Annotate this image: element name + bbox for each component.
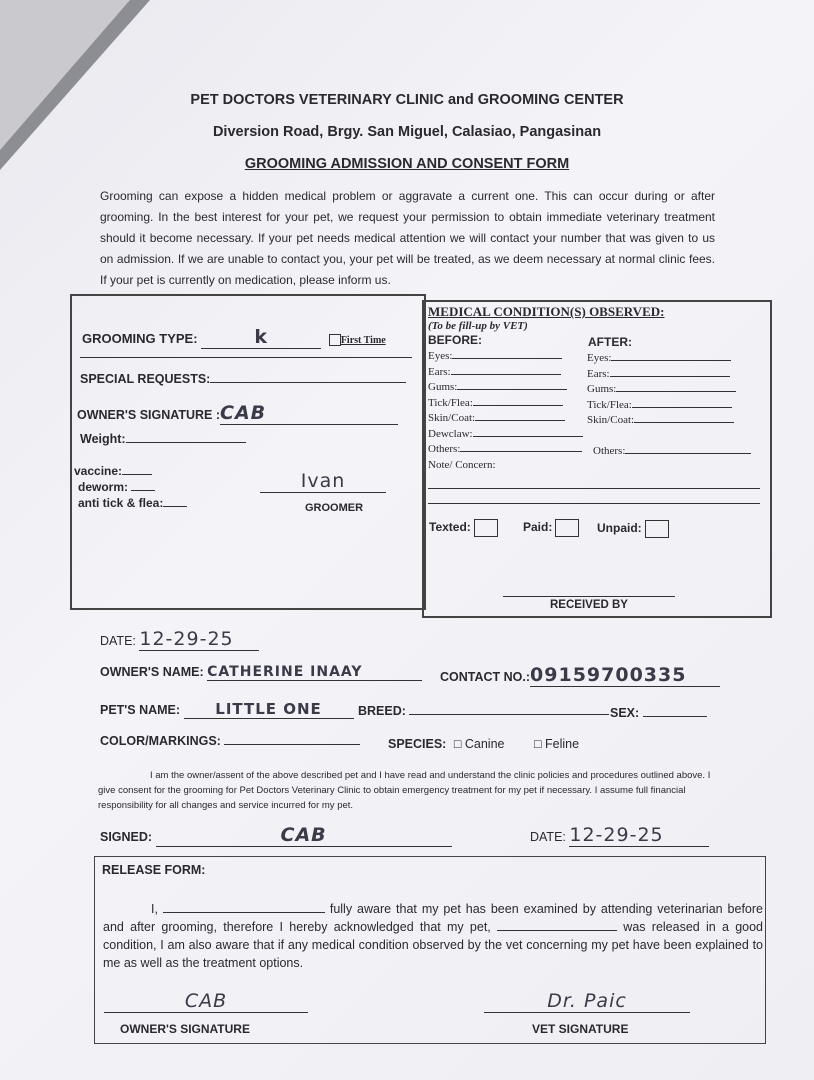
others-before-field[interactable] [428, 443, 582, 455]
others-label: Others: [428, 443, 461, 455]
breed-field[interactable] [358, 704, 609, 718]
deworm-label: deworm: [78, 480, 129, 494]
paid-field[interactable] [523, 519, 579, 537]
after-field[interactable] [587, 383, 736, 395]
anti-tick-field[interactable] [78, 496, 187, 510]
form-title: GROOMING ADMISSION AND CONSENT FORM [244, 156, 570, 172]
grooming-type-value: k [254, 326, 268, 348]
release-owner-signature-line[interactable] [104, 990, 308, 1013]
note-line-1[interactable] [428, 488, 760, 489]
canine-label: Canine [464, 737, 505, 751]
after-field[interactable] [587, 399, 732, 411]
vet-signature-label: VET SIGNATURE [532, 1022, 629, 1036]
species-feline-option[interactable]: □ Feline [533, 737, 580, 751]
medical-title: MEDICAL CONDITION(S) OBSERVED: [428, 304, 665, 319]
release-text-3: was released in a good condition, I am also aware that if any medical condition observed by the vet concerning my pet have been explained to me as well as the treatment options. [103, 920, 764, 970]
before-field-label: Tick/Flea: [428, 396, 473, 409]
owner-signature-value: CAB [220, 402, 267, 424]
after-field-label: Gums: [587, 383, 617, 395]
before-field-label: Eyes: [428, 350, 453, 362]
texted-label: Texted: [429, 520, 471, 535]
contact-field[interactable] [440, 664, 720, 687]
date-label: DATE: [100, 634, 136, 648]
before-field[interactable] [428, 366, 561, 378]
medical-subtitle: (To be fill-up by VET) [428, 320, 528, 332]
texted-field[interactable] [429, 519, 498, 537]
release-owner-signature-value: CAB [184, 990, 228, 1012]
grooming-type-label: GROOMING TYPE: [82, 331, 198, 346]
others-after-field[interactable] [593, 445, 751, 457]
after-field[interactable] [587, 352, 731, 364]
release-owner-signature-label: OWNER'S SIGNATURE [120, 1022, 250, 1036]
received-by-line[interactable] [503, 596, 675, 597]
special-requests-label: SPECIAL REQUESTS: [80, 372, 211, 386]
before-field[interactable] [428, 350, 562, 362]
after-field[interactable] [587, 368, 730, 380]
consent-date-value: 12-29-25 [569, 824, 664, 846]
pet-name-field[interactable] [100, 700, 354, 719]
clinic-address: Diversion Road, Brgy. San Miguel, Calasiao, Pangasinan [212, 124, 602, 140]
release-text-1: I, [151, 902, 163, 916]
sex-field[interactable] [610, 706, 707, 720]
signed-label: SIGNED: [100, 830, 153, 844]
release-paragraph [103, 900, 763, 972]
note-line-2[interactable] [428, 503, 760, 504]
first-time-label: First Time [340, 335, 386, 346]
note-label: Note/ Concern: [428, 459, 496, 471]
dewclaw-field[interactable] [428, 428, 583, 440]
pet-name-value: LITTLE ONE [215, 700, 322, 718]
after-field-label: Skin/Coat: [587, 414, 635, 426]
after-label: AFTER: [588, 335, 632, 349]
release-title: RELEASE FORM: [102, 863, 206, 877]
vet-signature-line[interactable] [484, 990, 690, 1013]
before-field[interactable] [428, 397, 563, 409]
clinic-name: PET DOCTORS VETERINARY CLINIC and GROOMING CENTER [190, 92, 624, 108]
grooming-type-field[interactable] [82, 326, 386, 349]
after-field-label: Eyes: [587, 352, 612, 364]
before-field-label: Skin/Coat: [428, 412, 476, 424]
intro-paragraph: Grooming can expose a hidden medical problem or aggravate a current one. This can occur during or after grooming. In the best interest for your pet, we request your permission to obtain immediate veterinary treatment should it become necessary. If your pet needs medical attention we will contact your number that was given to us on admission. If we are unable to contact you, your pet will be treated, as we deem necessary at normal clinic fees. If your pet is currently on medication, please inform us. [100, 189, 715, 287]
before-label: BEFORE: [428, 333, 482, 347]
species-canine-option[interactable]: □ Canine [453, 737, 505, 751]
texted-checkbox[interactable] [474, 519, 498, 537]
before-field-label: Gums: [428, 381, 458, 393]
release-owner-name-blank[interactable] [163, 912, 325, 913]
vaccine-label: vaccine: [74, 464, 123, 478]
owner-name-field[interactable] [100, 664, 422, 681]
consent-date-label: DATE: [530, 830, 566, 844]
unpaid-label: Unpaid: [597, 521, 642, 536]
vaccine-field[interactable] [74, 464, 152, 478]
consent-date-field[interactable] [530, 824, 709, 847]
signed-field[interactable] [100, 824, 452, 847]
owner-signature-field[interactable] [77, 402, 398, 425]
color-field[interactable] [100, 734, 360, 748]
release-text-2: fully aware that my pet has been examined by attending veterinarian before and after grooming, therefore I hereby acknowledged that my pet, [103, 902, 763, 934]
species-field [388, 737, 579, 751]
after-field-label: Tick/Flea: [587, 398, 632, 411]
groomer-value: Ivan [300, 470, 346, 492]
contact-value: 09159700335 [530, 664, 687, 686]
contact-label: CONTACT NO.: [440, 670, 531, 684]
before-field[interactable] [428, 381, 567, 393]
owner-signature-label: OWNER'S SIGNATURE : [77, 408, 221, 422]
date-value: 12-29-25 [139, 628, 234, 650]
paid-checkbox[interactable] [555, 519, 579, 537]
date-field[interactable] [100, 628, 259, 651]
groomer-label: GROOMER [305, 502, 364, 514]
dewclaw-label: Dewclaw: [428, 428, 473, 440]
others-after-label: Others: [593, 445, 626, 457]
owner-name-value: CATHERINE INAAY [207, 664, 363, 680]
before-field-label: Ears: [428, 365, 451, 378]
release-pet-name-blank[interactable] [497, 930, 617, 931]
vet-signature-value: Dr. Paic [547, 990, 627, 1012]
received-by-label: RECEIVED BY [550, 599, 628, 611]
owner-name-label: OWNER'S NAME: [100, 665, 204, 679]
pet-name-label: PET'S NAME: [100, 703, 181, 717]
first-time-checkbox[interactable] [329, 334, 341, 346]
before-field[interactable] [428, 412, 565, 424]
feline-label: Feline [545, 737, 580, 751]
grooming-type-line [80, 357, 412, 358]
unpaid-field[interactable] [597, 520, 669, 538]
unpaid-checkbox[interactable] [645, 520, 669, 538]
anti-tick-label: anti tick & flea: [78, 496, 164, 510]
sex-label: SEX: [610, 706, 640, 720]
weight-field[interactable] [80, 432, 246, 446]
signed-value: CAB [280, 824, 327, 846]
after-field-label: Ears: [587, 367, 610, 380]
species-label: SPECIES: [388, 737, 447, 751]
color-label: COLOR/MARKINGS: [100, 734, 221, 748]
special-requests-field[interactable] [80, 372, 406, 386]
after-field[interactable] [587, 414, 734, 426]
deworm-field[interactable] [78, 480, 155, 494]
consent-paragraph: I am the owner/assent of the above described pet and I have read and understand the clinic policies and procedures outlined above. I give consent for the grooming for Pet Doctors Veterinary Clinic to obtain emergency treatment for my pet if necessary. I assume full financial responsibility for all changes and service incurred for my pet. [98, 770, 711, 811]
paid-label: Paid: [523, 520, 553, 535]
weight-label: Weight: [80, 432, 126, 446]
groomer-field[interactable] [260, 470, 386, 493]
breed-label: BREED: [358, 704, 406, 718]
